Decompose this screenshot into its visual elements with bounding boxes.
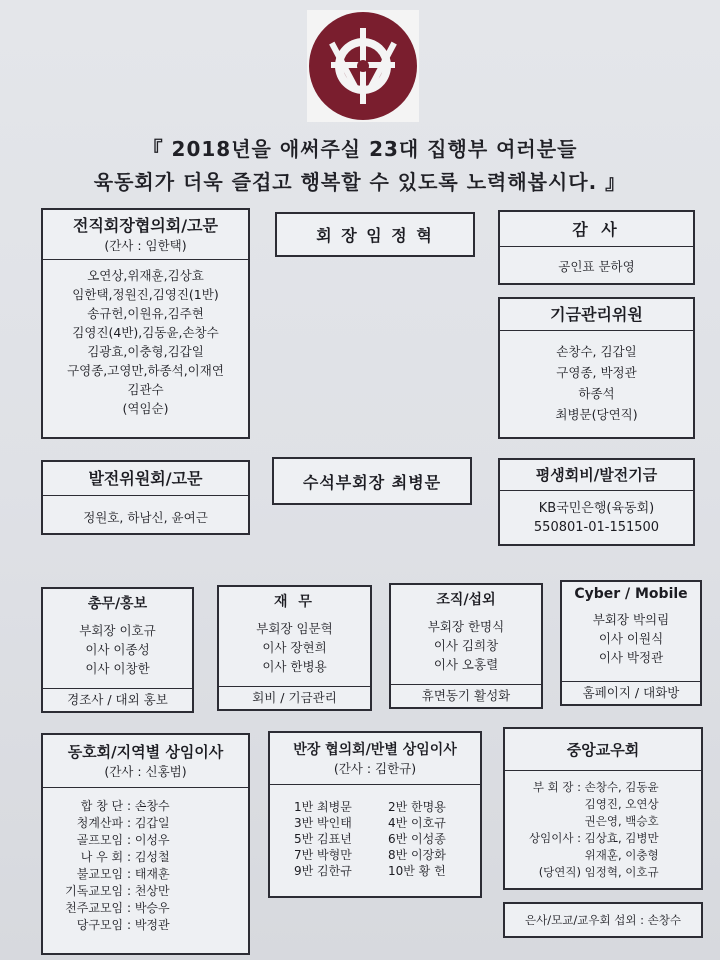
liaison-text: 은사/모교/교우회 섭외 : 손창수 <box>525 913 681 927</box>
department-footer: 홈페이지 / 대화방 <box>582 685 680 700</box>
class-leader: 5반 김표년 <box>294 832 352 846</box>
class-leader: 8반 이장화 <box>388 848 446 862</box>
advisors-member-line: 김영진(4반),김동윤,손창수 <box>72 325 219 340</box>
department-director: 이사 한병용 <box>262 659 327 674</box>
development-box <box>41 460 250 535</box>
department-director: 이사 박정관 <box>598 650 664 665</box>
clubs-box <box>41 733 250 955</box>
development-title: 발전위원회/고문 <box>88 469 203 488</box>
department-cyber-box <box>560 580 702 706</box>
club-director: 박승우 <box>134 901 170 915</box>
church-line <box>505 864 701 881</box>
advisors-member-line: 김관수 <box>127 382 164 397</box>
department-title: 재 무 <box>274 594 315 610</box>
club-director: 이성우 <box>134 833 170 847</box>
class-leader: 4반 이호규 <box>388 816 446 830</box>
fund-member-line: 하종석 <box>578 386 615 401</box>
church-line <box>505 830 701 847</box>
association-emblem-icon <box>307 10 419 122</box>
logo <box>307 10 419 122</box>
department-vp: 부회장 박의림 <box>592 612 670 627</box>
church-line <box>505 779 701 796</box>
class-row <box>270 815 480 831</box>
department-director: 이사 이창한 <box>85 661 150 676</box>
audit-member: 공인표 문하영 <box>558 259 635 274</box>
department-finance-box <box>217 585 372 711</box>
club-name: 당구모임 : <box>76 918 131 932</box>
church-members: 위재훈, 이충형 <box>584 848 659 862</box>
advisors-member-line: 구영종,고영만,하종석,이재연 <box>67 363 224 378</box>
department-director: 이사 이종성 <box>85 642 150 657</box>
church-members: 권은영, 백승호 <box>584 814 659 828</box>
advisors-member-line: 오연상,위재훈,김상효 <box>87 268 204 283</box>
club-director: 김성철 <box>134 850 170 864</box>
department-director: 이사 장현희 <box>262 640 327 655</box>
class-leader: 9반 김한규 <box>294 864 352 878</box>
department-title: 총무/홍보 <box>87 596 148 612</box>
class-leader: 6반 이성종 <box>388 832 446 846</box>
club-item <box>43 866 248 883</box>
advisors-member-line: 김광효,이충형,김갑일 <box>87 344 204 359</box>
club-item <box>43 832 248 849</box>
senior-vp-name: 수석부회장 최병문 <box>302 472 442 492</box>
advisors-secretary: (간사 : 임한택) <box>104 238 187 253</box>
church-line <box>505 796 701 813</box>
audit-box <box>498 210 695 285</box>
club-name: 불교모임 : <box>76 867 131 881</box>
lifetime-bank: KB국민은행(육동회) <box>538 501 655 516</box>
club-director: 김갑일 <box>134 816 170 830</box>
headline-line-1: 『 2018년을 애써주실 23대 집행부 여러분들 <box>142 137 578 161</box>
church-members: 임정혁, 이호규 <box>584 865 659 879</box>
headline-line-2: 육동회가 더욱 즐겁고 행복할 수 있도록 노력해봅시다. 』 <box>93 170 627 194</box>
department-vp: 부회장 한명식 <box>427 619 505 634</box>
club-item <box>43 849 248 866</box>
department-footer: 경조사 / 대외 홍보 <box>67 692 168 707</box>
fund-title: 기금관리위원 <box>550 305 643 324</box>
class-row <box>270 831 480 847</box>
class-row <box>270 847 480 863</box>
classes-secretary: (간사 : 김한규) <box>333 761 417 776</box>
lifetime-title: 평생회비/발전기금 <box>535 466 658 484</box>
class-leader: 1반 최병문 <box>294 800 352 814</box>
club-name: 합 창 단 : <box>80 799 131 813</box>
club-director: 박정관 <box>134 918 170 932</box>
department-director: 이사 이원식 <box>598 631 664 646</box>
advisors-member-line: 송규헌,이원유,김주현 <box>87 306 204 321</box>
advisors-box <box>41 208 250 439</box>
department-director: 이사 김희창 <box>433 638 499 653</box>
president-name: 회 장 임 정 혁 <box>316 226 434 245</box>
fund-member-line: 손창수, 김갑일 <box>556 344 637 359</box>
church-members: 김영진, 오연상 <box>584 797 659 811</box>
department-vp: 부회장 이호규 <box>79 623 156 638</box>
church-members: 김상효, 김병만 <box>584 831 659 845</box>
department-director: 이사 오홍렬 <box>433 657 499 672</box>
club-item <box>43 883 248 900</box>
church-line <box>505 813 701 830</box>
church-title: 중앙교우회 <box>566 741 640 759</box>
department-title: 조직/섭외 <box>436 592 496 608</box>
class-row <box>270 863 480 879</box>
class-leader: 3반 박인태 <box>294 816 352 830</box>
class-leader: 10반 황 헌 <box>388 864 446 878</box>
club-name: 나 우 회 : <box>80 850 131 864</box>
club-director: 천상만 <box>134 884 170 898</box>
club-item <box>43 815 248 832</box>
club-item <box>43 917 248 934</box>
club-director: 태재훈 <box>134 867 170 881</box>
church-role: 부 회 장 : <box>532 780 581 794</box>
church-role: (당연직) <box>538 865 581 879</box>
club-director: 손창수 <box>134 799 170 813</box>
classes-title: 반장 협의회/반별 상임이사 <box>293 742 457 758</box>
class-row <box>270 799 480 815</box>
department-footer: 휴면동기 활성화 <box>421 688 511 703</box>
club-item <box>43 900 248 917</box>
club-name: 청계산파 : <box>76 816 131 830</box>
church-members: 손창수, 김동윤 <box>584 780 659 794</box>
lifetime-account: 550801-01-151500 <box>533 520 660 535</box>
clubs-secretary: (간사 : 신홍범) <box>104 764 187 779</box>
church-box <box>503 727 703 890</box>
class-leader: 2반 한명용 <box>388 800 446 814</box>
fund-member-line: 최병문(당연직) <box>555 407 638 422</box>
liaison-box <box>503 902 703 938</box>
church-role: 상임이사 : <box>529 831 581 845</box>
audit-title: 감 사 <box>572 220 621 239</box>
advisors-member-line: 임한택,정원진,김영진(1반) <box>72 287 219 302</box>
fund-box <box>498 297 695 439</box>
clubs-title: 동호회/지역별 상임이사 <box>67 743 224 761</box>
club-item <box>43 798 248 815</box>
advisors-note: (역임순) <box>122 401 169 416</box>
development-members: 정원호, 하남신, 윤여근 <box>83 510 208 525</box>
club-name: 골프모임 : <box>76 833 131 847</box>
department-title: Cyber / Mobile <box>574 586 688 602</box>
class-leader: 7반 박형만 <box>294 848 352 862</box>
senior-vp-box <box>272 457 472 505</box>
classes-box <box>268 731 482 898</box>
lifetime-box <box>498 458 695 546</box>
club-name: 천주교모임 : <box>65 901 131 915</box>
fund-member-line: 구영종, 박정관 <box>556 365 637 380</box>
church-line <box>505 847 701 864</box>
department-vp: 부회장 임문혁 <box>256 621 333 636</box>
club-name: 기독교모임 : <box>65 884 131 898</box>
advisors-title: 전직회장협의회/고문 <box>73 216 218 235</box>
department-general-box <box>41 587 194 713</box>
department-footer: 회비 / 기금관리 <box>252 690 337 705</box>
department-organization-box <box>389 583 543 709</box>
president-box <box>275 212 475 257</box>
